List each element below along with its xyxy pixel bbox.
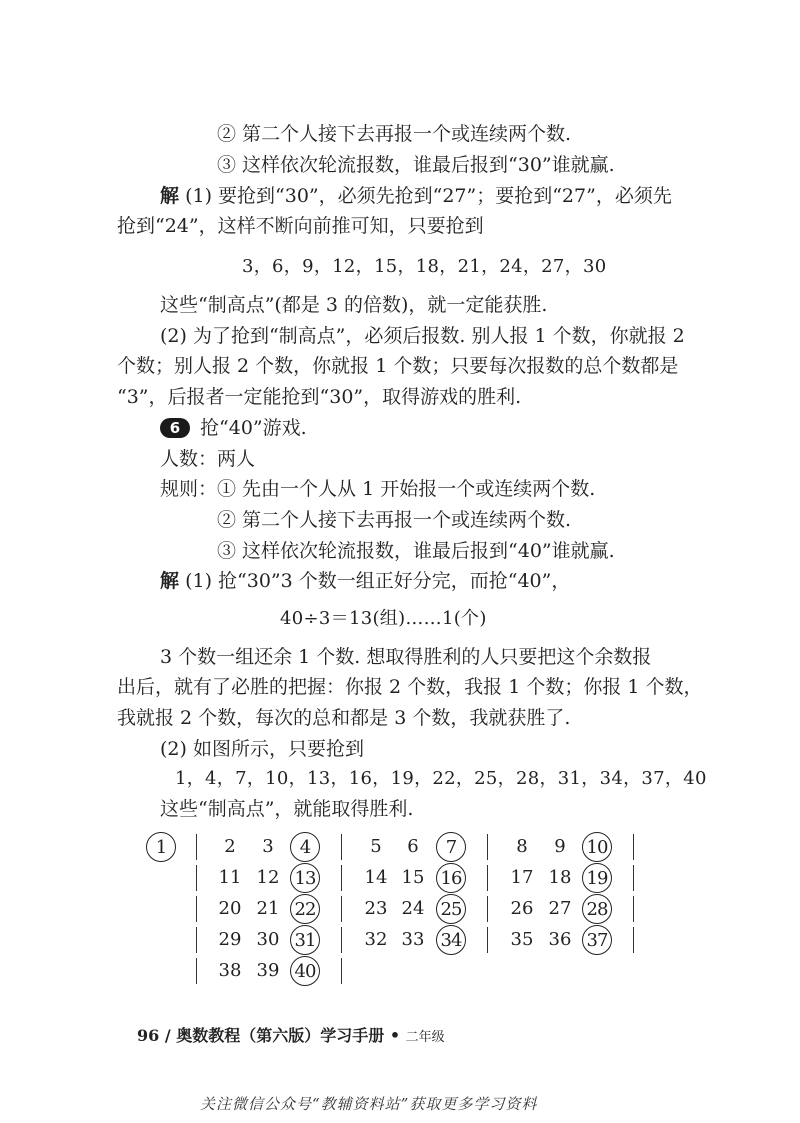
solution-2-part-2-line-1: (2) 如图所示，只要抢到 [160,738,364,760]
solution-1-line-1 [160,183,672,209]
grid-cell: 38 [218,960,242,981]
grid-cell-circled: 16 [436,863,466,893]
grid-divider [341,896,342,922]
grid-cell: 14 [364,867,388,888]
grid-divider [341,927,342,953]
sequence-40: 1，4，7，10，13，16，19，22，25，28，31，34，37，40 [175,768,707,789]
book-title: 奥数教程（第六版）学习手册 [176,1026,385,1045]
grid-divider [196,927,197,953]
grid-cell-circled: 40 [290,956,320,986]
grid-cell-circled: 7 [436,832,466,862]
grid-cell: 9 [554,836,566,857]
grid-cell-circled: 19 [582,863,612,893]
grid-cell-circled: 25 [436,894,466,924]
solution-2-text: (1) 抢“30”3 个数一组正好分完，而抢“40”， [185,570,571,592]
solution-label: 解 [160,185,180,207]
grid-cell: 32 [364,929,388,950]
grid-cell-circled: 22 [290,894,320,924]
grid-cell: 3 [262,836,274,857]
grid-divider [341,865,342,891]
rule-2-text: ② 第二个人接下去再报一个或连续两个数. [217,123,572,145]
page-footer [137,1023,445,1046]
grid-cell: 21 [256,898,280,919]
grid-cell: 26 [510,898,534,919]
solution-2-para-line-2: 出后，就有了必胜的把握：你报 2 个数，我报 1 个数；你报 1 个数， [117,676,703,698]
grid-cell: 20 [218,898,242,919]
solution-1-part-2-line-1: (2) 为了抢到“制高点”，必须后报数. 别人报 1 个数，你就报 2 [160,325,685,347]
page-number: 96 [137,1026,160,1045]
grid-cell: 17 [510,867,534,888]
solution-2-para-line-1: 3 个数一组还余 1 个数. 想取得胜利的人只要把这个余数报 [160,646,652,668]
grid-divider [633,834,634,860]
grid-cell: 29 [218,929,242,950]
sequence-30: 3，6，9，12，15，18，21，24，27，30 [242,256,607,277]
grid-divider [196,865,197,891]
solution-label: 解 [160,570,180,592]
grid-divider [341,958,342,984]
grid-cell-circled: 28 [582,894,612,924]
grid-divider [196,896,197,922]
grid-cell-circled: 13 [290,863,320,893]
grid-cell-circled: 4 [290,832,320,862]
grid-cell: 36 [548,929,572,950]
grid-cell-circled: 37 [582,925,612,955]
solution-1-line-2: 抢到“24”，这样不断向前推可知，只要抢到 [117,215,484,237]
grid-cell: 6 [407,836,419,857]
grid-cell-circled: 10 [582,832,612,862]
footer-dot: • [389,1026,401,1045]
grid-cell: 11 [218,867,242,888]
grid-cell: 24 [401,898,425,919]
grid-cell-circled: 34 [436,925,466,955]
grid-cell: 8 [516,836,528,857]
grid-divider [196,958,197,984]
solution-2-para-line-3: 我就报 2 个数，每次的总和都是 3 个数，我就获胜了. [117,707,571,729]
grid-divider [633,896,634,922]
grid-divider [196,834,197,860]
solution-2-last-line: 这些“制高点”，就能取得胜利. [160,798,414,820]
grid-cell: 18 [548,867,572,888]
solution-1-text: (1) 要抢到“30”，必须先抢到“27”；要抢到“27”，必须先 [185,185,672,207]
grid-cell-circled: 1 [146,832,176,862]
problem-6-rule-3: ③ 这样依次轮流报数，谁最后报到“40”谁就赢. [217,540,615,562]
division-equation: 40÷3＝13(组)……1(个) [280,608,487,629]
grid-cell: 39 [256,960,280,981]
problem-6-heading [160,415,307,441]
grid-cell: 5 [370,836,382,857]
grid-cell: 23 [364,898,388,919]
watermark-text: 关注微信公众号“教辅资料站”获取更多学习资料 [200,1095,538,1113]
grid-cell: 30 [256,929,280,950]
problem-number-badge: 6 [160,418,190,438]
problem-6-rule-1: 规则：① 先由一个人从 1 开始报一个或连续两个数. [160,478,596,500]
grid-cell: 35 [510,929,534,950]
solution-1-line-3: 这些“制高点”(都是 3 的倍数)，就一定能获胜. [160,294,548,316]
grid-cell: 33 [401,929,425,950]
grid-divider [633,865,634,891]
grid-divider [487,865,488,891]
grid-divider [487,896,488,922]
grid-cell-circled: 31 [290,925,320,955]
grid-cell: 12 [256,867,280,888]
problem-6-rule-2: ② 第二个人接下去再报一个或连续两个数. [217,509,572,531]
grid-divider [487,834,488,860]
grid-divider [633,927,634,953]
grid-cell: 27 [548,898,572,919]
grid-divider [487,927,488,953]
grid-cell: 2 [224,836,236,857]
solution-1-part-2-line-2: 个数；别人报 2 个数，你就报 1 个数；只要每次报数的总个数都是 [117,355,679,377]
rule-3-text: ③ 这样依次轮流报数，谁最后报到“30”谁就赢. [217,154,615,176]
problem-6-title: 抢“40”游戏. [200,417,307,439]
solution-2-line-1 [160,568,570,594]
problem-6-people: 人数：两人 [160,448,256,470]
grade-label: 二年级 [405,1030,445,1045]
footer-separator: / [164,1026,171,1045]
grid-divider [341,834,342,860]
solution-1-part-2-line-3: “3”，后报者一定能抢到“30”，取得游戏的胜利. [117,386,522,408]
grid-cell: 15 [401,867,425,888]
